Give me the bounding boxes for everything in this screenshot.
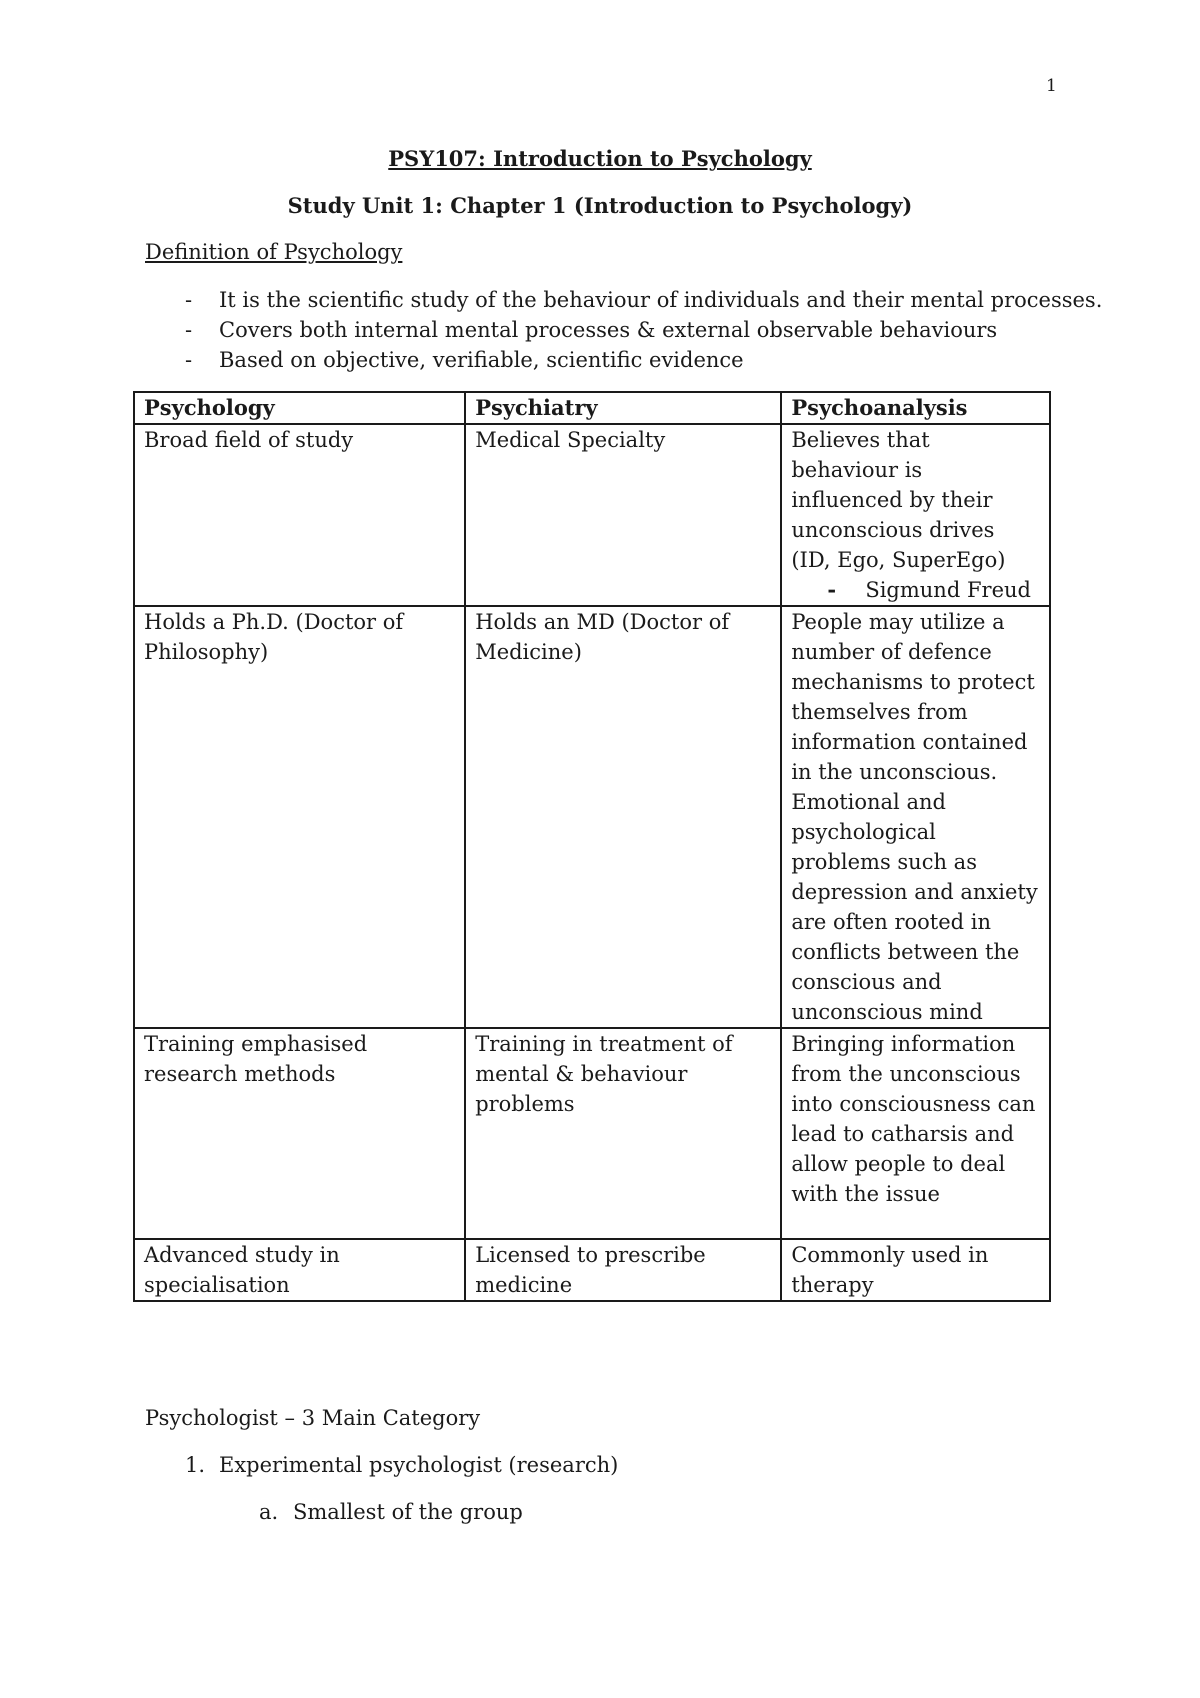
table-row (134, 1239, 1050, 1301)
definition-heading: Definition of Psychology (145, 240, 403, 264)
table-row (134, 424, 1050, 606)
table-cell: Commonly used in therapy (781, 1239, 1050, 1301)
list-item-text: It is the scientific study of the behaviour of individuals and their mental processes. (219, 288, 1103, 312)
list-item-text: Based on objective, verifiable, scientific evidence (219, 348, 744, 372)
sub-bullet (791, 575, 1040, 605)
comparison-table (133, 391, 1051, 1302)
table-row (134, 1028, 1050, 1239)
category-heading: Psychologist – 3 Main Category (145, 1406, 481, 1430)
numbered-item (145, 1453, 618, 1477)
bullet-dash: - (185, 288, 193, 312)
list-letter: a. (259, 1500, 279, 1524)
bullet-dash: - (827, 577, 837, 602)
lettered-item-text: Smallest of the group (293, 1500, 523, 1524)
cell-text: Believes that behaviour is influenced by their unconscious drives (ID, Ego, SuperEgo) (791, 428, 1006, 572)
table-cell (781, 424, 1050, 606)
numbered-item-text: Experimental psychologist (research) (219, 1453, 619, 1477)
list-number: 1. (185, 1453, 206, 1477)
lettered-item (145, 1500, 523, 1524)
table-cell: Training in treatment of mental & behaviour problems (465, 1028, 781, 1239)
table-cell: Training emphasised research methods (134, 1028, 465, 1239)
table-cell: Broad field of study (134, 424, 465, 606)
table-cell: Holds an MD (Doctor of Medicine) (465, 606, 781, 1028)
table-cell: Holds a Ph.D. (Doctor of Philosophy) (134, 606, 465, 1028)
table-cell: Medical Specialty (465, 424, 781, 606)
document-subtitle: Study Unit 1: Chapter 1 (Introduction to Psychology) (287, 193, 913, 218)
table-cell: Bringing information from the unconscious into consciousness can lead to catharsis and allow people to deal with the issue (781, 1028, 1050, 1239)
table-row (134, 606, 1050, 1028)
table-cell: Advanced study in specialisation (134, 1239, 465, 1301)
list-item (145, 345, 1102, 375)
column-header: Psychiatry (465, 392, 781, 424)
definition-list (145, 285, 1102, 375)
table-cell: People may utilize a number of defence mechanisms to protect themselves from information contained in the unconscious. Emotional and psychological problems such as depression and anxiety are often rooted in conflicts between the conscious and unconscious mind (781, 606, 1050, 1028)
page-number: 1 (1046, 76, 1057, 96)
list-item (145, 315, 1102, 345)
document-title (0, 146, 1200, 171)
bullet-dash: - (185, 318, 193, 342)
list-item-text: Covers both internal mental processes & external observable behaviours (219, 318, 998, 342)
sub-bullet-text: Sigmund Freud (865, 578, 1031, 602)
table-header-row (134, 392, 1050, 424)
list-item (145, 285, 1102, 315)
table-cell: Licensed to prescribe medicine (465, 1239, 781, 1301)
document-title-text: PSY107: Introduction to Psychology (388, 146, 812, 171)
bullet-dash: - (185, 348, 193, 372)
column-header: Psychoanalysis (781, 392, 1050, 424)
column-header: Psychology (134, 392, 465, 424)
